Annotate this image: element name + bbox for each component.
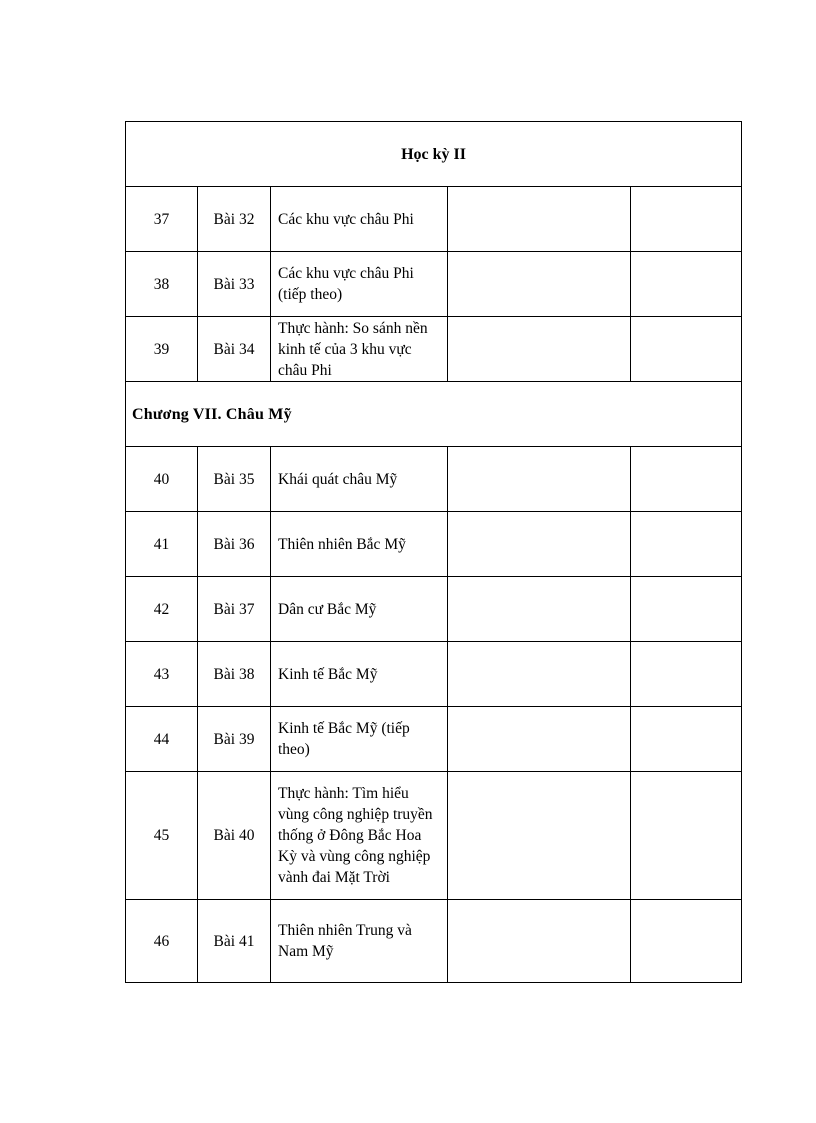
empty-cell: [631, 577, 742, 642]
table-row: [126, 317, 742, 382]
lesson-topic: Thực hành: So sánh nền kinh tế của 3 khu vực châu Phi: [271, 317, 448, 382]
lesson-number: Bài 38: [198, 642, 271, 707]
chapter-header: Chương VII. Châu Mỹ: [126, 382, 742, 447]
empty-cell: [448, 577, 631, 642]
period-number: 37: [126, 187, 198, 252]
semester-header: Học kỳ II: [126, 122, 742, 187]
table-row: [126, 252, 742, 317]
period-number: 46: [126, 900, 198, 983]
lesson-topic: Thiên nhiên Bắc Mỹ: [271, 512, 448, 577]
empty-cell: [631, 642, 742, 707]
empty-cell: [448, 187, 631, 252]
period-number: 45: [126, 772, 198, 900]
period-number: 38: [126, 252, 198, 317]
period-number: 44: [126, 707, 198, 772]
lesson-number: Bài 41: [198, 900, 271, 983]
period-number: 40: [126, 447, 198, 512]
lesson-number: Bài 37: [198, 577, 271, 642]
curriculum-table: [125, 121, 742, 983]
table-row: [126, 642, 742, 707]
empty-cell: [448, 317, 631, 382]
lesson-number: Bài 40: [198, 772, 271, 900]
empty-cell: [631, 252, 742, 317]
empty-cell: [448, 900, 631, 983]
empty-cell: [631, 900, 742, 983]
lesson-topic: Các khu vực châu Phi: [271, 187, 448, 252]
empty-cell: [448, 772, 631, 900]
period-number: 39: [126, 317, 198, 382]
period-number: 42: [126, 577, 198, 642]
lesson-topic: Khái quát châu Mỹ: [271, 447, 448, 512]
period-number: 41: [126, 512, 198, 577]
empty-cell: [631, 317, 742, 382]
empty-cell: [448, 512, 631, 577]
empty-cell: [448, 642, 631, 707]
lesson-number: Bài 35: [198, 447, 271, 512]
semester-header-row: [126, 122, 742, 187]
empty-cell: [631, 187, 742, 252]
table-row: [126, 577, 742, 642]
empty-cell: [631, 447, 742, 512]
lesson-topic: Dân cư Bắc Mỹ: [271, 577, 448, 642]
empty-cell: [631, 772, 742, 900]
table-row: [126, 772, 742, 900]
table-row: [126, 447, 742, 512]
table-row: [126, 707, 742, 772]
period-number: 43: [126, 642, 198, 707]
lesson-topic: Kinh tế Bắc Mỹ: [271, 642, 448, 707]
empty-cell: [448, 707, 631, 772]
lesson-number: Bài 32: [198, 187, 271, 252]
empty-cell: [631, 512, 742, 577]
table-row: [126, 187, 742, 252]
table-row: [126, 512, 742, 577]
empty-cell: [631, 707, 742, 772]
lesson-number: Bài 39: [198, 707, 271, 772]
lesson-topic: Các khu vực châu Phi (tiếp theo): [271, 252, 448, 317]
lesson-number: Bài 34: [198, 317, 271, 382]
lesson-topic: Kinh tế Bắc Mỹ (tiếp theo): [271, 707, 448, 772]
lesson-topic: Thực hành: Tìm hiểu vùng công nghiệp truyền thống ở Đông Bắc Hoa Kỳ và vùng công nghiệp vành đai Mặt Trời: [271, 772, 448, 900]
lesson-number: Bài 36: [198, 512, 271, 577]
chapter-header-row: [126, 382, 742, 447]
table-row: [126, 900, 742, 983]
lesson-topic: Thiên nhiên Trung và Nam Mỹ: [271, 900, 448, 983]
lesson-number: Bài 33: [198, 252, 271, 317]
empty-cell: [448, 447, 631, 512]
empty-cell: [448, 252, 631, 317]
